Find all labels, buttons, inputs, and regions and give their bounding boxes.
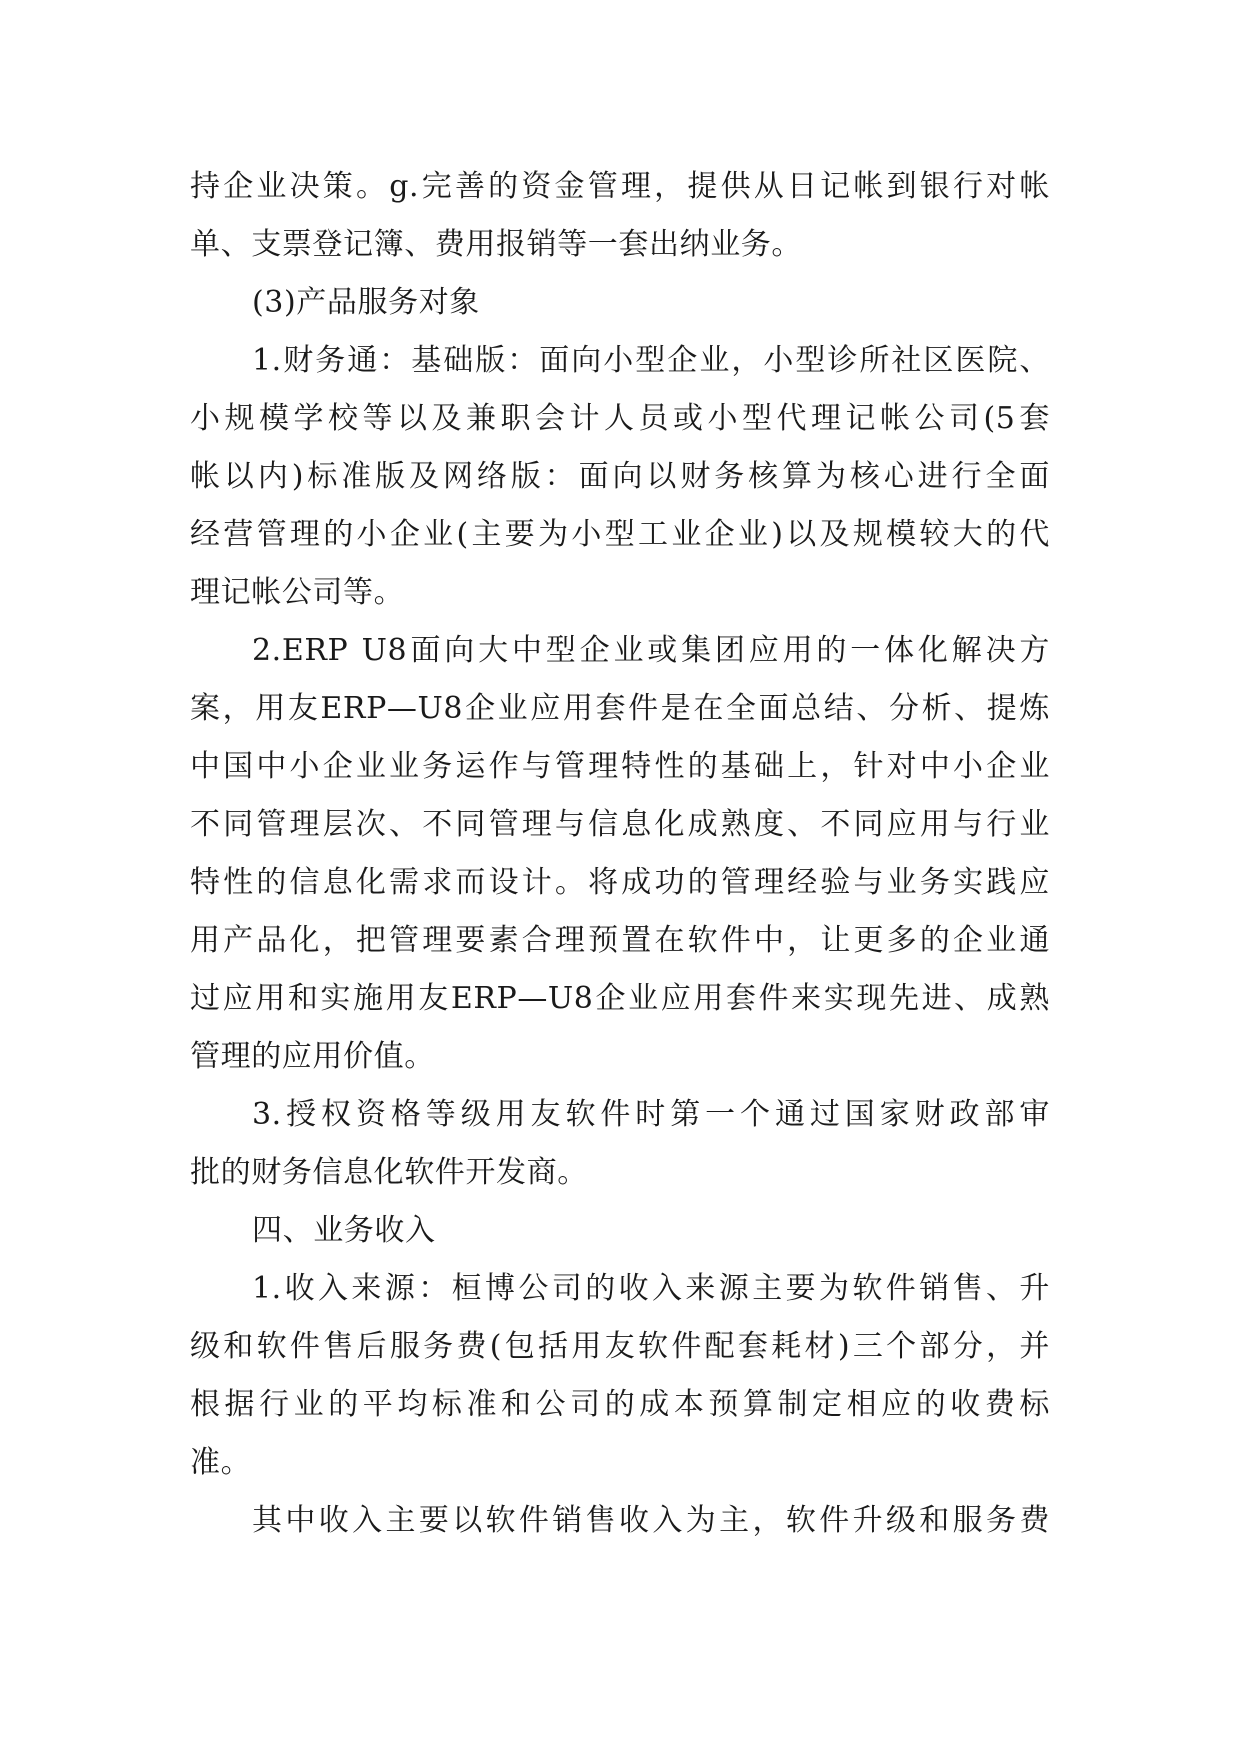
text-line: 单、支票登记簿、费用报销等一套出纳业务。: [190, 227, 802, 262]
paragraph-continuation-finance: [190, 158, 1050, 274]
text-line: 中国中小企业业务运作与管理特性的基础上，针对中小企业: [190, 749, 1050, 784]
text-line: 根据行业的平均标准和公司的成本预算制定相应的收费标: [190, 1387, 1050, 1422]
paragraph-item-3: [190, 1086, 1050, 1202]
text-line: 经营管理的小企业(主要为小型工业企业)以及规模较大的代: [190, 517, 1050, 552]
paragraph-item-2: [190, 622, 1050, 1086]
text-line: 2.ERP U8面向大中型企业或集团应用的一体化解决方: [252, 633, 1050, 668]
text-line: 管理的应用价值。: [190, 1039, 435, 1074]
section-heading-3: [190, 274, 1050, 332]
text-line: 用产品化，把管理要素合理预置在软件中，让更多的企业通: [190, 923, 1050, 958]
text-line: 不同管理层次、不同管理与信息化成熟度、不同应用与行业: [190, 807, 1050, 842]
text-line: 其中收入主要以软件销售收入为主，软件升级和服务费: [252, 1503, 1050, 1538]
text-line: 案，用友ERP—U8企业应用套件是在全面总结、分析、提炼: [190, 691, 1050, 726]
text-line: 1.收入来源：桓博公司的收入来源主要为软件销售、升: [252, 1271, 1050, 1306]
text-line: 持企业决策。g.完善的资金管理，提供从日记帐到银行对帐: [190, 169, 1050, 204]
heading-line: (3)产品服务对象: [252, 285, 480, 320]
paragraph-income-main: [190, 1492, 1050, 1550]
text-line: 批的财务信息化软件开发商。: [190, 1155, 588, 1190]
text-line: 帐以内)标准版及网络版：面向以财务核算为核心进行全面: [190, 459, 1050, 494]
heading-line: 四、业务收入: [252, 1213, 436, 1248]
document-page: [190, 158, 1050, 1550]
text-line: 3.授权资格等级用友软件时第一个通过国家财政部审: [252, 1097, 1050, 1132]
text-line: 理记帐公司等。: [190, 575, 405, 610]
text-line: 级和软件售后服务费(包括用友软件配套耗材)三个部分，并: [190, 1329, 1050, 1364]
text-line: 小规模学校等以及兼职会计人员或小型代理记帐公司(5套: [190, 401, 1050, 436]
text-line: 过应用和实施用友ERP—U8企业应用套件来实现先进、成熟: [190, 981, 1050, 1016]
text-line: 特性的信息化需求而设计。将成功的管理经验与业务实践应: [190, 865, 1050, 900]
paragraph-income-source: [190, 1260, 1050, 1492]
paragraph-item-1: [190, 332, 1050, 622]
text-line: 准。: [190, 1445, 252, 1480]
section-heading-4: [190, 1202, 1050, 1260]
text-line: 1.财务通：基础版：面向小型企业，小型诊所社区医院、: [252, 343, 1050, 378]
